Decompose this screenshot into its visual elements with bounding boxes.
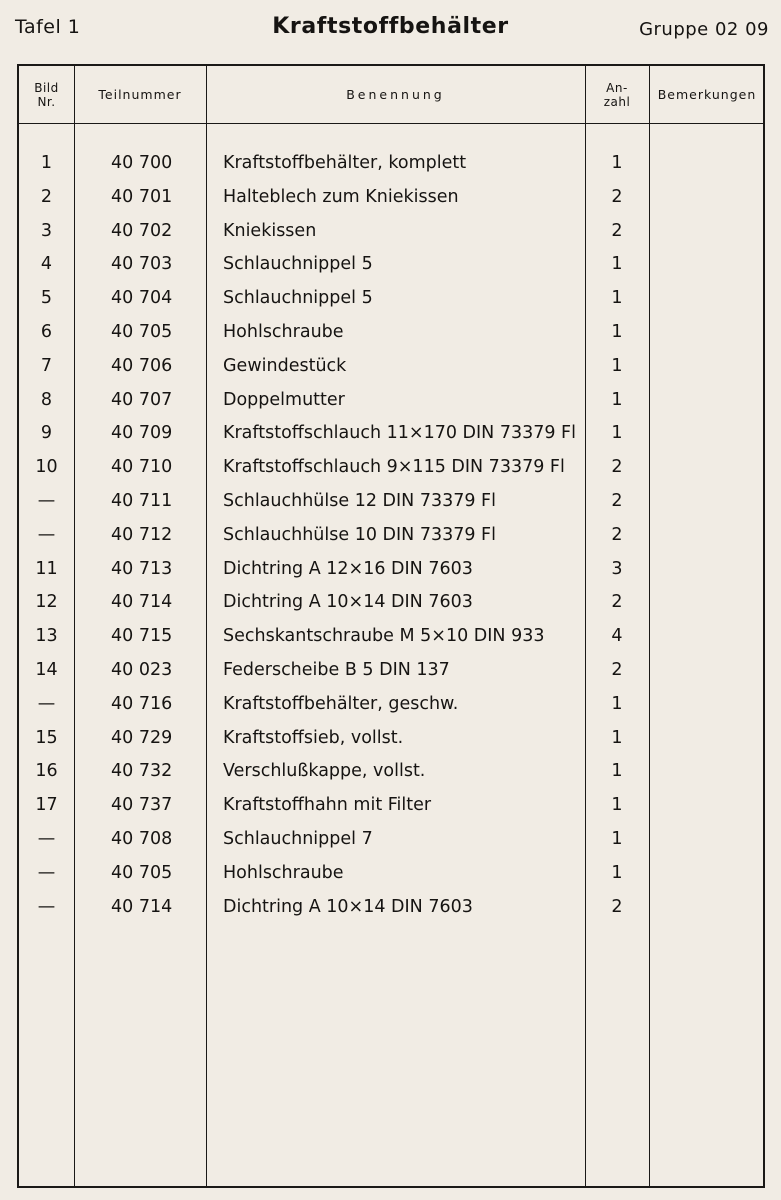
teilnummer-cell: 40 709 — [111, 423, 173, 444]
bild-nr-cell: 15 — [35, 727, 58, 748]
anzahl-cell: 1 — [611, 322, 623, 342]
teilnummer-cell: 40 711 — [111, 491, 173, 511]
teilnummer-cell: 40 737 — [111, 795, 173, 816]
bild-nr-cell: 9 — [40, 423, 53, 444]
table-row — [19, 587, 763, 617]
table-row — [19, 756, 763, 786]
teilnummer-cell: 40 023 — [111, 660, 173, 680]
anzahl-cell: 2 — [611, 186, 623, 207]
benennung-cell: Schlauchnippel 5 — [223, 254, 373, 275]
benennung-cell: Kniekissen — [223, 220, 317, 241]
column-header-bild-nr — [19, 66, 74, 123]
anzahl-cell: 1 — [611, 795, 623, 816]
header-divider — [19, 123, 763, 124]
benennung-cell: Sechskantschraube M 5×10 DIN 933 — [223, 626, 545, 647]
table-row — [19, 351, 763, 381]
bild-nr-cell: 17 — [35, 795, 58, 816]
bild-nr-cell: — — [37, 862, 56, 883]
bild-nr-cell: 13 — [35, 626, 58, 647]
benennung-cell: Kraftstoffschlauch 11×170 DIN 73379 Fl — [223, 423, 576, 444]
anzahl-cell: 4 — [611, 626, 623, 647]
teilnummer-cell: 40 704 — [111, 288, 173, 309]
benennung-cell: Doppelmutter — [223, 389, 345, 410]
bild-nr-cell: 11 — [35, 558, 58, 579]
anzahl-cell: 1 — [611, 288, 623, 309]
teilnummer-cell: 40 715 — [111, 626, 173, 647]
table-row — [19, 655, 763, 685]
column-header-teilnummer: Teilnummer — [98, 86, 182, 102]
bild-nr-cell: — — [37, 896, 56, 917]
group-label: Gruppe 02 09 — [639, 19, 769, 40]
bild-nr-cell: 12 — [35, 592, 58, 613]
benennung-cell: Kraftstoffbehälter, geschw. — [223, 693, 459, 714]
parts-table — [17, 64, 765, 1188]
table-row — [19, 216, 763, 246]
table-row — [19, 554, 763, 584]
bild-nr-cell: 7 — [40, 355, 53, 376]
table-row — [19, 689, 763, 719]
bild-nr-cell: 2 — [40, 186, 53, 207]
anzahl-cell: 1 — [611, 862, 623, 883]
teilnummer-cell: 40 729 — [111, 727, 173, 748]
teilnummer-cell: 40 708 — [111, 829, 173, 849]
column-header-benennung: Benennung — [346, 86, 445, 102]
benennung-cell: Kraftstoffschlauch 9×115 DIN 73379 Fl — [223, 457, 565, 478]
teilnummer-cell: 40 702 — [111, 220, 173, 241]
table-row — [19, 148, 763, 178]
anzahl-cell: 1 — [611, 693, 623, 714]
teilnummer-cell: 40 705 — [111, 862, 173, 883]
benennung-cell: Kraftstoffbehälter, komplett — [223, 153, 467, 173]
column-header-text: Nr. — [37, 94, 56, 109]
table-row — [19, 182, 763, 212]
bild-nr-cell: — — [37, 524, 56, 545]
table-row — [19, 621, 763, 651]
teilnummer-cell: 40 710 — [111, 457, 173, 478]
table-row — [19, 452, 763, 482]
benennung-cell: Dichtring A 10×14 DIN 7603 — [223, 896, 473, 917]
teilnummer-cell: 40 712 — [111, 524, 173, 545]
benennung-cell: Hohlschraube — [223, 322, 344, 342]
benennung-cell: Schlauchnippel 5 — [223, 288, 373, 309]
anzahl-cell: 2 — [611, 457, 623, 478]
bild-nr-cell: 6 — [40, 322, 53, 342]
anzahl-cell: 1 — [611, 153, 623, 173]
benennung-cell: Schlauchhülse 12 DIN 73379 Fl — [223, 491, 496, 511]
bild-nr-cell: 8 — [40, 389, 53, 410]
column-header-anzahl — [585, 66, 649, 123]
benennung-cell: Halteblech zum Kniekissen — [223, 186, 459, 207]
teilnummer-cell: 40 705 — [111, 322, 173, 342]
benennung-cell: Hohlschraube — [223, 862, 344, 883]
anzahl-cell: 1 — [611, 254, 623, 275]
benennung-cell: Schlauchnippel 7 — [223, 829, 373, 849]
bild-nr-cell: 10 — [35, 457, 58, 478]
table-row — [19, 520, 763, 550]
anzahl-cell: 1 — [611, 829, 623, 849]
anzahl-cell: 1 — [611, 423, 623, 444]
anzahl-cell: 1 — [611, 761, 623, 782]
benennung-cell: Verschlußkappe, vollst. — [223, 761, 426, 782]
anzahl-cell: 1 — [611, 727, 623, 748]
table-row — [19, 892, 763, 922]
table-row — [19, 790, 763, 820]
anzahl-cell: 1 — [611, 355, 623, 376]
table-row — [19, 249, 763, 279]
benennung-cell: Dichtring A 10×14 DIN 7603 — [223, 592, 473, 613]
teilnummer-cell: 40 714 — [111, 592, 173, 613]
bild-nr-cell: 5 — [40, 288, 53, 309]
teilnummer-cell: 40 700 — [111, 153, 173, 173]
table-row — [19, 283, 763, 313]
bild-nr-cell: — — [37, 693, 56, 714]
column-header-bemerkungen: Bemerkungen — [657, 86, 757, 102]
teilnummer-cell: 40 732 — [111, 761, 173, 782]
teilnummer-cell: 40 703 — [111, 254, 173, 275]
table-row — [19, 385, 763, 415]
anzahl-cell: 1 — [611, 389, 623, 410]
column-header-text: zahl — [603, 94, 631, 109]
anzahl-cell: 2 — [611, 660, 623, 680]
teilnummer-cell: 40 707 — [111, 389, 173, 410]
teilnummer-cell: 40 716 — [111, 693, 173, 714]
benennung-cell: Gewindestück — [223, 355, 347, 376]
bild-nr-cell: 4 — [40, 254, 53, 275]
benennung-cell: Federscheibe B 5 DIN 137 — [223, 660, 450, 680]
anzahl-cell: 2 — [611, 896, 623, 917]
table-row — [19, 824, 763, 854]
column-header-text: Bild — [34, 80, 59, 95]
table-row — [19, 858, 763, 888]
table-row — [19, 317, 763, 347]
teilnummer-cell: 40 714 — [111, 896, 173, 917]
anzahl-cell: 2 — [611, 592, 623, 613]
benennung-cell: Schlauchhülse 10 DIN 73379 Fl — [223, 524, 496, 545]
plate-label: Tafel 1 — [15, 16, 81, 38]
bild-nr-cell: 14 — [35, 660, 58, 680]
anzahl-cell: 2 — [611, 524, 623, 545]
bild-nr-cell: — — [37, 829, 56, 849]
bild-nr-cell: — — [37, 491, 56, 511]
anzahl-cell: 3 — [611, 558, 623, 579]
teilnummer-cell: 40 713 — [111, 558, 173, 579]
bild-nr-cell: 16 — [35, 761, 58, 782]
bild-nr-cell: 1 — [40, 153, 53, 173]
page-title: Kraftstoffbehälter — [272, 14, 509, 39]
benennung-cell: Kraftstoffsieb, vollst. — [223, 727, 404, 748]
bild-nr-cell: 3 — [40, 220, 53, 241]
anzahl-cell: 2 — [611, 491, 623, 511]
column-header-text: An- — [606, 80, 628, 95]
benennung-cell: Dichtring A 12×16 DIN 7603 — [223, 558, 473, 579]
table-row — [19, 418, 763, 448]
teilnummer-cell: 40 706 — [111, 355, 173, 376]
table-row — [19, 723, 763, 753]
table-row — [19, 486, 763, 516]
benennung-cell: Kraftstoffhahn mit Filter — [223, 795, 432, 816]
teilnummer-cell: 40 701 — [111, 186, 173, 207]
anzahl-cell: 2 — [611, 220, 623, 241]
